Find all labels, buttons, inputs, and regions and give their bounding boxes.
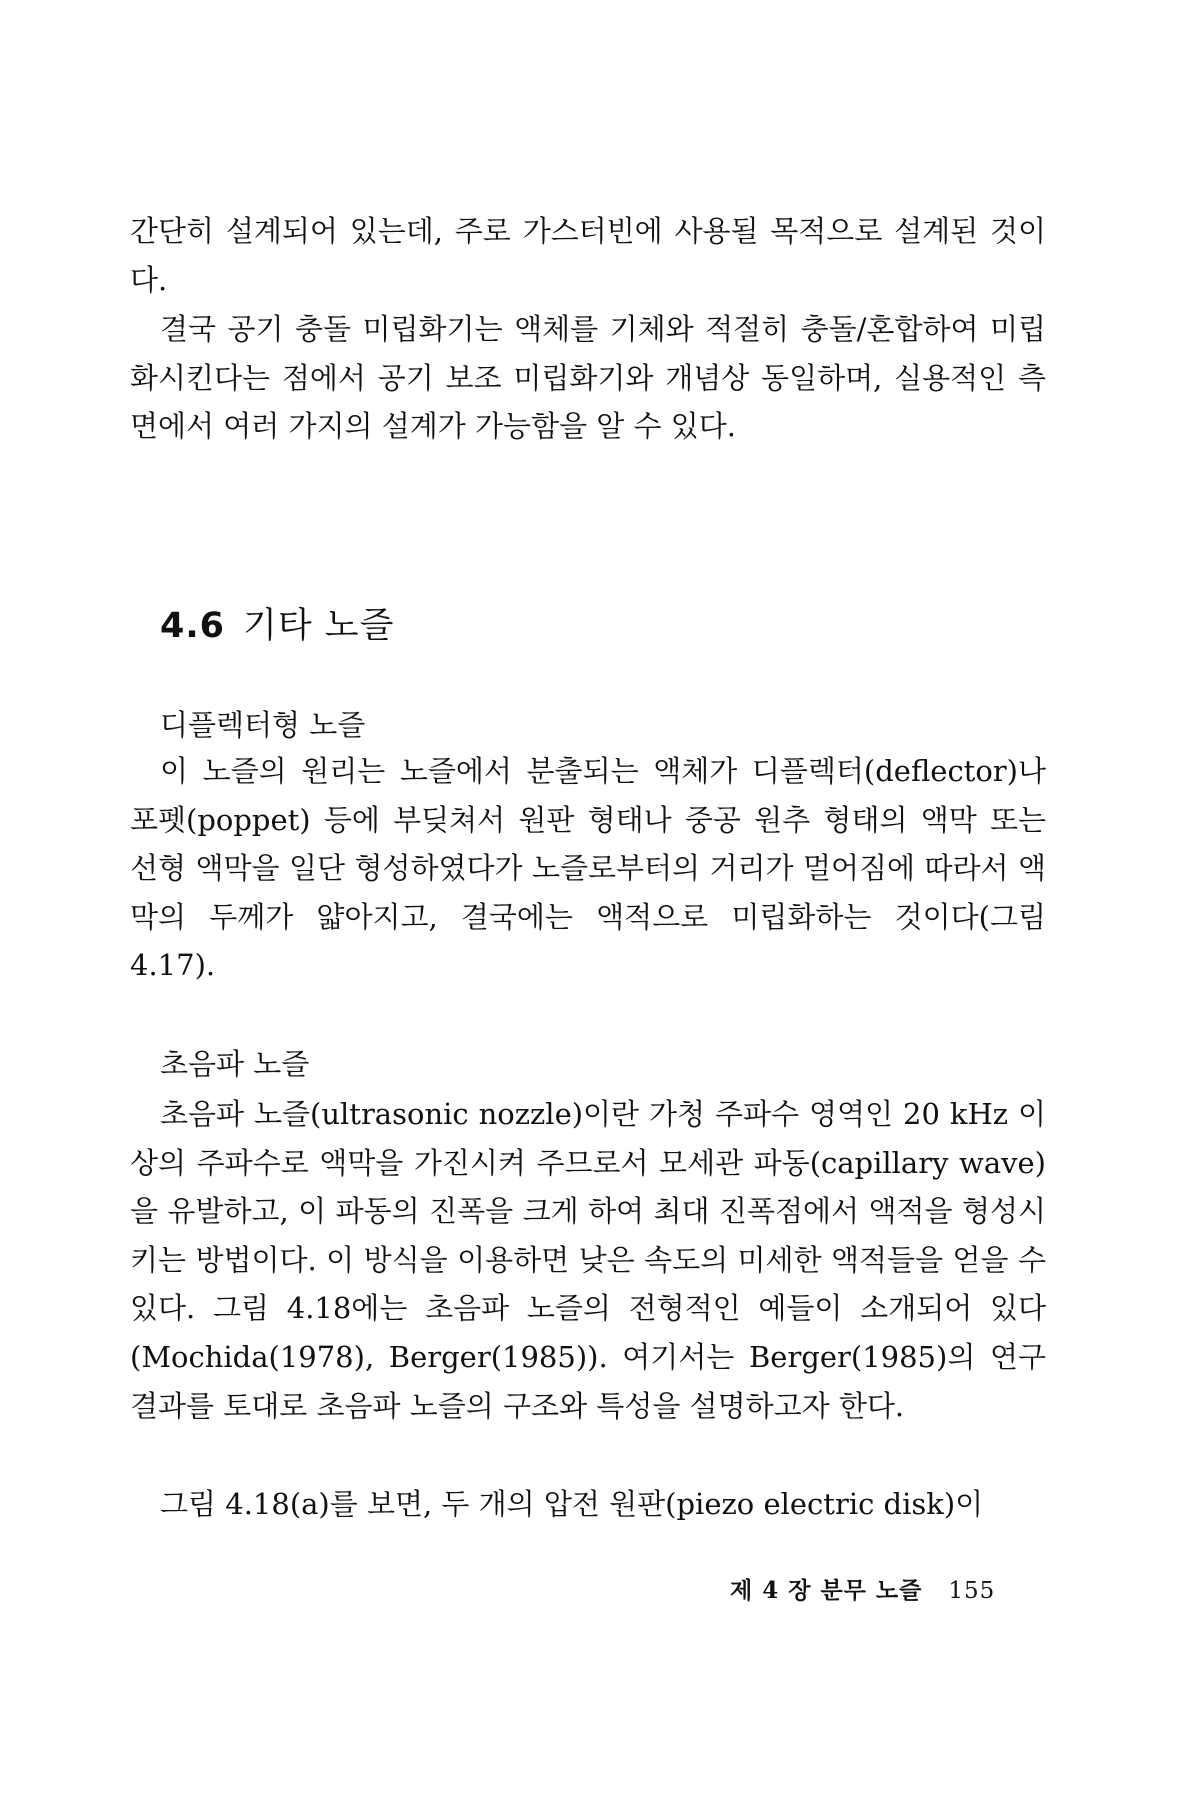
subheading-ultrasonic-nozzle: 초음파 노즐 [160, 1047, 310, 1081]
section-heading [160, 598, 394, 648]
paragraph-figure-4-18a: 그림 4.18(a)를 보면, 두 개의 압전 원판(piezo electric disk)이 [160, 1487, 984, 1521]
section-title: 기타 노즐 [243, 606, 395, 646]
page-number: 155 [948, 1578, 996, 1604]
paragraph-deflector-nozzle: 이 노즐의 원리는 노즐에서 분출되는 액체가 디플렉터(deflector)나 포펫(poppet) 등에 부딪쳐서 원판 형태나 중공 원추 형태의 액막 또는 선형 액막을 일단 형성하였다가 노즐로부터의 거리가 멀어짐에 따라서 액막의 두께가 얇아지고, 결국에는 액적으로 미립화하는 것이다(그림 4.17). [130, 754, 1046, 983]
paragraph-ultrasonic-nozzle: 초음파 노즐(ultrasonic nozzle)이란 가청 주파수 영역인 20 kHz 이상의 주파수로 액막을 가진시켜 주므로서 모세관 파동(capillary wave)을 유발하고, 이 파동의 진폭을 크게 하여 최대 진폭점에서 액적을 형성시키는 방법이다. 이 방식을 이용하면 낮은 속도의 미세한 액적들을 얻을 수 있다. 그림 4.18에는 초음파 노즐의 전형적인 예들이 소개되어 있다(Mochida(1978), Berger(1985)). 여기서는 Berger(1985)의 연구 결과를 토대로 초음파 노즐의 구조와 특성을 설명하고자 한다. [130, 1097, 1046, 1423]
page-footer [730, 1572, 995, 1605]
section-number: 4.6 [160, 606, 226, 646]
running-head: 제 4 장 분무 노즐 [730, 1577, 923, 1604]
subheading-deflector-nozzle: 디플렉터형 노즐 [160, 708, 366, 742]
paragraph-gas-turbine-design: 간단히 설계되어 있는데, 주로 가스터빈에 사용될 목적으로 설계된 것이다. [130, 214, 1046, 297]
paragraph-air-impingement-summary: 결국 공기 충돌 미립화기는 액체를 기체와 적절히 충돌/혼합하여 미립화시킨다는 점에서 공기 보조 미립화기와 개념상 동일하며, 실용적인 측면에서 여러 가지의 설계가 가능함을 알 수 있다. [130, 312, 1046, 444]
book-page [130, 0, 1050, 1800]
